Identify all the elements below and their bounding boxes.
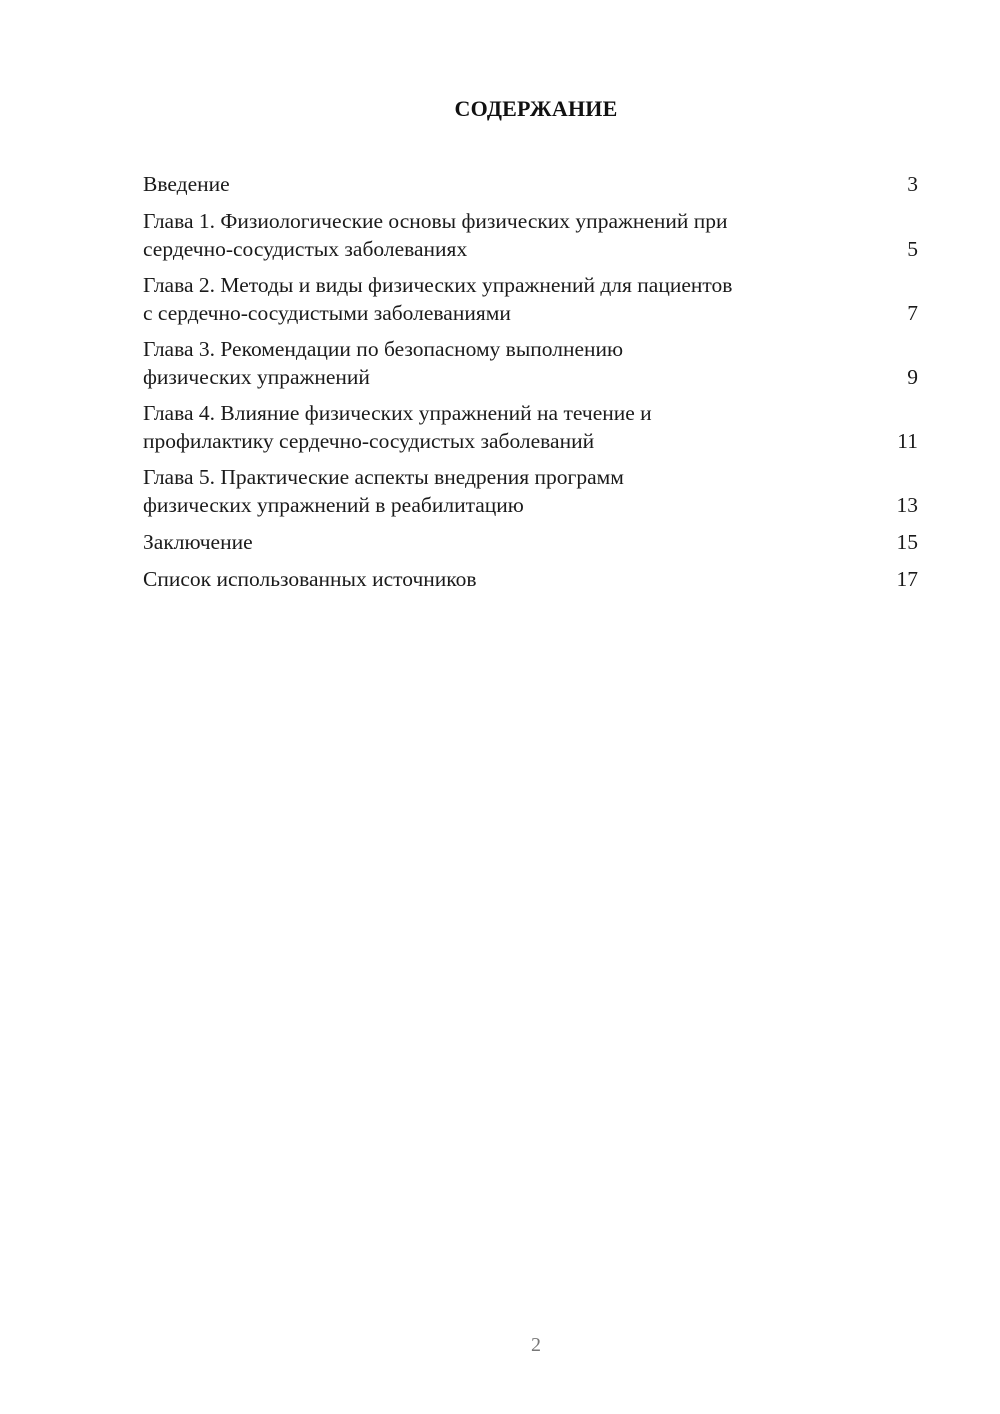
toc-entry-page: 13 [896,493,918,517]
page-title: СОДЕРЖАНИЕ [454,96,618,121]
table-of-contents [143,170,918,593]
toc-entry-line: физических упражнений в реабилитацию [143,493,524,517]
toc-entry-introduction [143,170,918,198]
toc-entry-title [143,271,833,327]
toc-entry-title [143,399,833,455]
toc-entry-page: 5 [907,237,918,261]
toc-entry-page: 11 [897,429,918,453]
page-number: 2 [531,1334,541,1356]
toc-entry-line: Глава 4. Влияние физических упражнений на течение и [143,401,652,425]
toc-entry-line: Глава 2. Методы и виды физических упражнений для пациентов [143,273,733,297]
toc-entry-page: 9 [907,365,918,389]
toc-entry-page: 17 [896,567,918,591]
toc-entry-line: профилактику сердечно-сосудистых заболеваний [143,429,595,453]
toc-entry-title [143,463,833,519]
toc-entry-references [143,565,918,593]
toc-entry-line: физических упражнений [143,365,370,389]
toc-entry-chapter-2 [143,271,918,327]
toc-entry-line: Глава 1. Физиологические основы физических упражнений при [143,209,728,233]
toc-entry-line: Введение [143,172,230,196]
toc-entry-title [143,207,833,263]
toc-entry-chapter-1 [143,207,918,263]
toc-entry-line: сердечно-сосудистых заболеваниях [143,237,468,261]
toc-entry-title [143,170,833,198]
toc-entry-line: с сердечно-сосудистыми заболеваниями [143,301,511,325]
toc-entry-title [143,565,833,593]
toc-entry-title [143,528,833,556]
toc-entry-chapter-5 [143,463,918,519]
toc-entry-page: 7 [907,301,918,325]
toc-entry-line: Глава 3. Рекомендации по безопасному выполнению [143,337,624,361]
toc-entry-page: 15 [896,530,918,554]
toc-entry-page: 3 [907,172,918,196]
toc-entry-line: Заключение [143,530,253,554]
toc-entry-conclusion [143,528,918,556]
toc-entry-chapter-3 [143,335,918,391]
toc-entry-chapter-4 [143,399,918,455]
toc-entry-line: Глава 5. Практические аспекты внедрения программ [143,465,624,489]
toc-entry-line: Список использованных источников [143,567,477,591]
toc-entry-title [143,335,833,391]
